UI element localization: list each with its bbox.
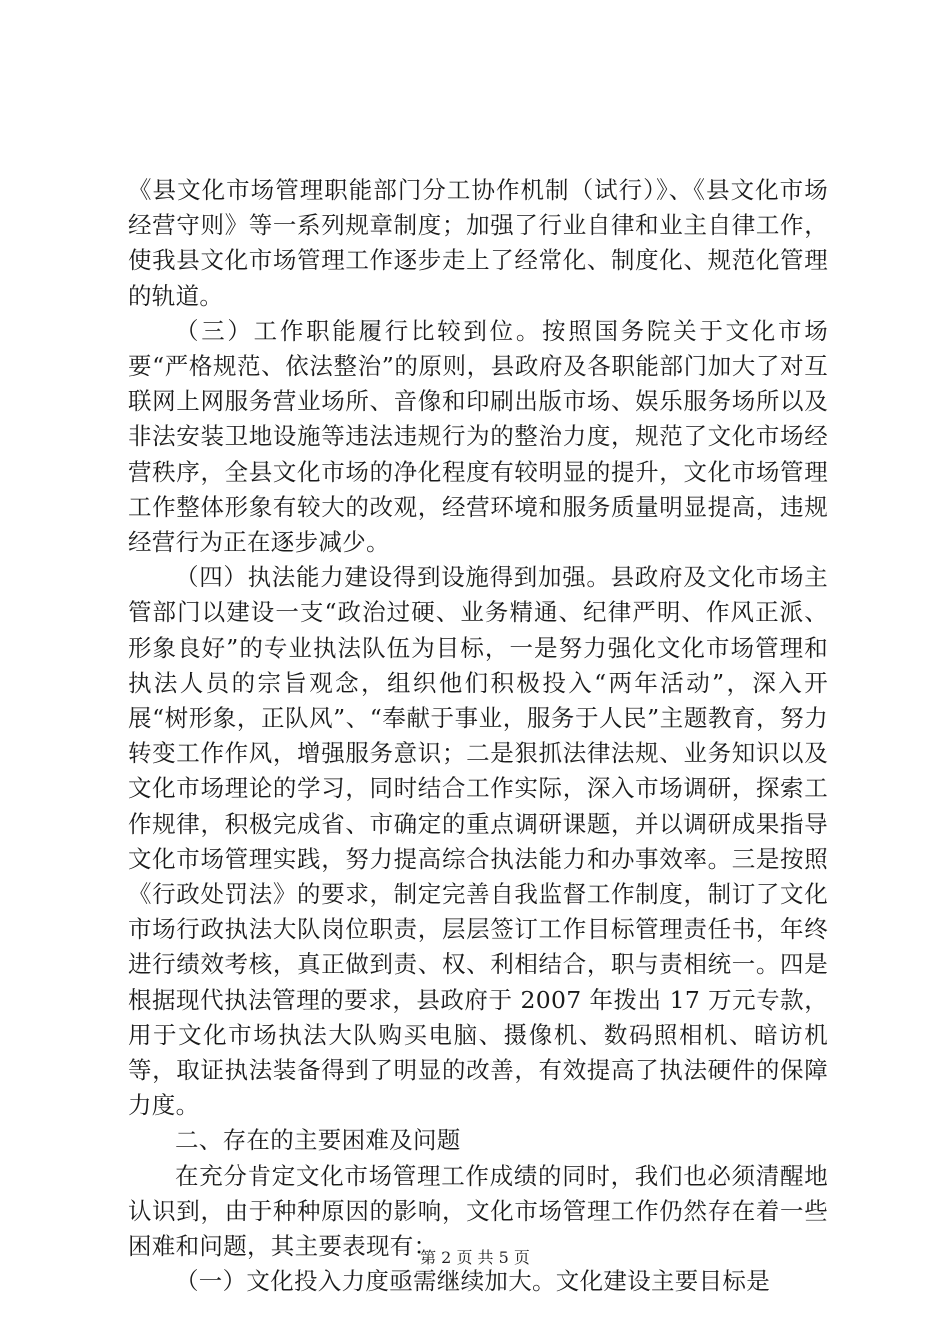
paragraph-6: （一）文化投入力度亟需继续加大。文化建设主要目标是 bbox=[175, 1267, 770, 1296]
paragraph-5: 在充分肯定文化市场管理工作成绩的同时，我们也必须清醒地认识到，由于种种原因的影响，文化市场管理工作仍然存在着一些困难和问题，其主要表现有： bbox=[128, 1161, 828, 1261]
page-footer: 第 2 页 共 5 页 bbox=[420, 1248, 530, 1267]
section-heading: 二、存在的主要困难及问题 bbox=[175, 1126, 461, 1155]
document-body bbox=[128, 173, 828, 1300]
paragraph-1: 《县文化市场管理职能部门分工协作机制（试行）》、《县文化市场经营守则》等一系列规章制度；加强了行业自律和业主自律工作，使我县文化市场管理工作逐步走上了经常化、制度化、规范化管理的轨道。 bbox=[128, 176, 828, 310]
paragraph-2: （三）工作职能履行比较到位。按照国务院关于文化市场要“严格规范、依法整治”的原则，县政府及各职能部门加大了对互联网上网服务营业场所、音像和印刷出版市场、娱乐服务场所以及非法安装卫地设施等违法违规行为的整治力度，规范了文化市场经营秩序，全县文化市场的净化程度有较明显的提升，文化市场管理工作整体形象有较大的改观，经营环境和服务质量明显提高，违规经营行为正在逐步减少。 bbox=[128, 316, 828, 557]
paragraph-3: （四）执法能力建设得到设施得到加强。县政府及文化市场主管部门以建设一支“政治过硬、业务精通、纪律严明、作风正派、形象良好”的专业执法队伍为目标，一是努力强化文化市场管理和执法人员的宗旨观念，组织他们积极投入“两年活动”，深入开展“树形象，正队风”、“奉献于事业，服务于人民”主题教育，努力转变工作作风，增强服务意识；二是狠抓法律法规、业务知识以及文化市场理论的学习，同时结合工作实际，深入市场调研，探索工作规律，积极完成省、市确定的重点调研课题，并以调研成果指导文化市场管理实践，努力提高综合执法能力和办事效率。三是按照《行政处罚法》的要求，制定完善自我监督工作制度，制订了文化市场行政执法大队岗位职责，层层签订工作目标管理责任书，年终进行绩效考核，真正做到责、权、利相结合，职与责相统一。四是根据现代执法管理的要求，县政府于 2007 年拨出 17 万元专款，用于文化市场执法大队购买电脑、摄像机、数码照相机、暗访机等，取证执法装备得到了明显的改善，有效提高了执法硬件的保障力度。 bbox=[128, 563, 828, 1120]
